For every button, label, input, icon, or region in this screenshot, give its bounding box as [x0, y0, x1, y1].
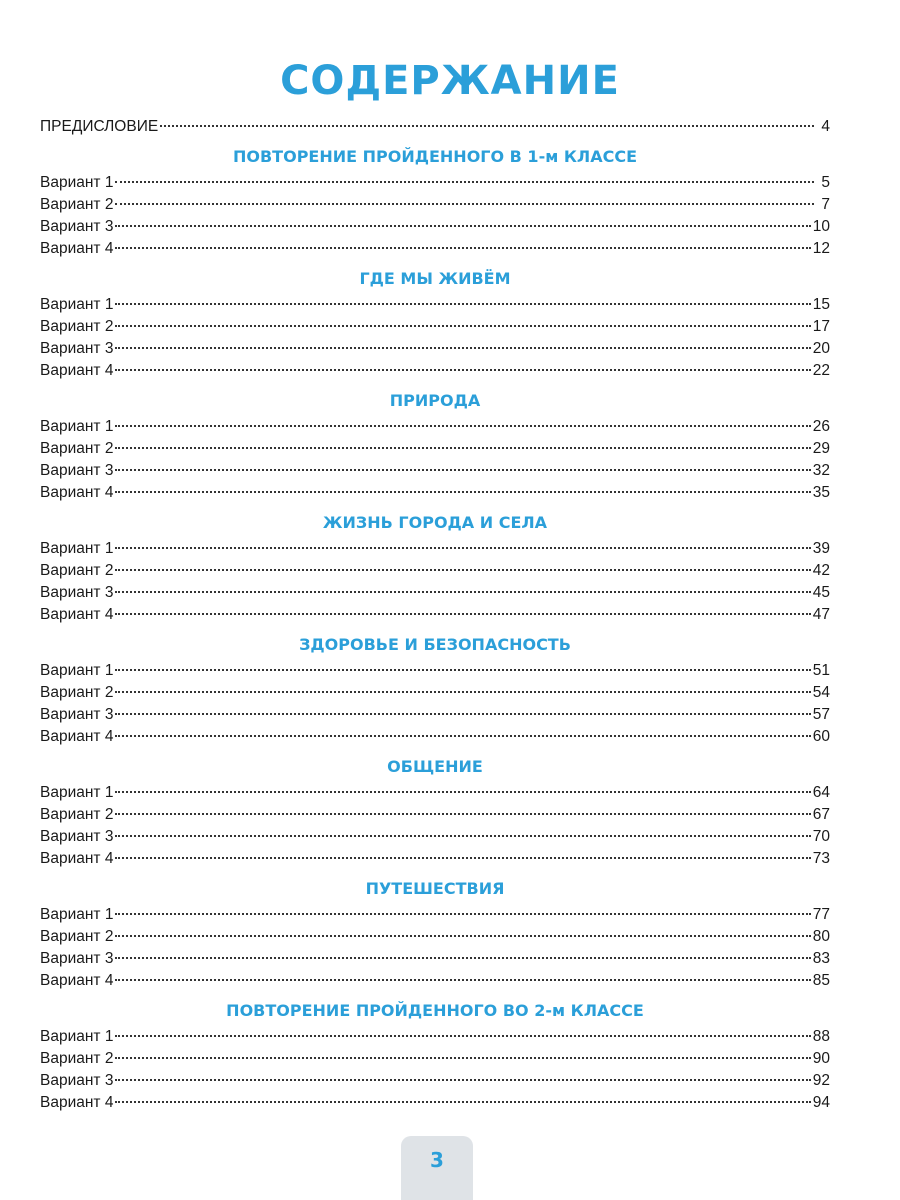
dot-leader: [115, 469, 810, 471]
toc-entry[interactable]: [40, 460, 830, 482]
toc-entry-page: 45: [812, 584, 830, 601]
dot-leader: [115, 735, 810, 737]
toc-entry[interactable]: [40, 1048, 830, 1070]
toc-entry[interactable]: [40, 1026, 830, 1048]
toc-entry[interactable]: [40, 582, 830, 604]
toc-entry[interactable]: [40, 682, 830, 704]
dot-leader: [115, 225, 810, 227]
toc-entry-label: Вариант 2: [40, 440, 114, 457]
toc-entry[interactable]: [40, 904, 830, 926]
toc-entry-page: 39: [812, 540, 830, 557]
toc-entry-label: Вариант 4: [40, 850, 114, 867]
toc-entry-label: Вариант 4: [40, 240, 114, 257]
toc-entry-label: Вариант 3: [40, 828, 114, 845]
toc-entry-page: 12: [812, 240, 830, 257]
toc-entry-page: 5: [821, 174, 830, 191]
toc-entry-page: 35: [812, 484, 830, 501]
dot-leader: [115, 1057, 810, 1059]
toc-entry-label: Вариант 1: [40, 418, 114, 435]
dot-leader: [115, 613, 810, 615]
toc-entry-label: Вариант 2: [40, 318, 114, 335]
toc-entry[interactable]: [40, 238, 830, 260]
toc-entry[interactable]: [40, 338, 830, 360]
toc-entry-label: Вариант 2: [40, 928, 114, 945]
toc-entry-label: Вариант 1: [40, 174, 114, 191]
dot-leader: [115, 979, 810, 981]
toc-entry[interactable]: [40, 782, 830, 804]
toc-entry[interactable]: [40, 1092, 830, 1114]
dot-leader: [115, 791, 810, 793]
toc-entry-page: 67: [812, 806, 830, 823]
toc-entry-page: 42: [812, 562, 830, 579]
toc-entry-page: 94: [812, 1094, 830, 1111]
toc-entry-page: 22: [812, 362, 830, 379]
toc-entry[interactable]: [40, 826, 830, 848]
section-heading: ЗДОРОВЬЕ И БЕЗОПАСНОСТЬ: [299, 635, 571, 654]
toc-entry[interactable]: [40, 1070, 830, 1092]
toc-entry[interactable]: [40, 172, 830, 194]
page-number-tab: [401, 1136, 473, 1200]
toc-entry-page: 32: [812, 462, 830, 479]
toc-entry-label: Вариант 3: [40, 584, 114, 601]
dot-leader: [115, 1035, 810, 1037]
dot-leader: [115, 347, 810, 349]
toc-entry[interactable]: [40, 660, 830, 682]
dot-leader: [115, 691, 810, 693]
toc-entry[interactable]: [40, 604, 830, 626]
toc-entry-label: Вариант 1: [40, 1028, 114, 1045]
toc-entry[interactable]: [40, 482, 830, 504]
toc-section: [40, 508, 830, 626]
toc-entry-page: 7: [821, 196, 830, 213]
section-heading: ПРИРОДА: [389, 391, 481, 410]
toc-entry[interactable]: [40, 926, 830, 948]
toc-entry-page: 26: [812, 418, 830, 435]
toc-entry[interactable]: [40, 538, 830, 560]
toc-entry[interactable]: [40, 360, 830, 382]
toc-entry-page: 64: [812, 784, 830, 801]
dot-leader: [115, 935, 810, 937]
toc-entry[interactable]: [40, 970, 830, 992]
dot-leader: [115, 857, 810, 859]
page-title: СОДЕРЖАНИЕ: [280, 58, 620, 104]
toc-entry[interactable]: [40, 704, 830, 726]
toc-entry-page: 92: [812, 1072, 830, 1089]
toc-entry[interactable]: [40, 294, 830, 316]
dot-leader: [115, 447, 810, 449]
dot-leader: [115, 669, 810, 671]
toc-entry[interactable]: [40, 560, 830, 582]
toc-entry-label: Вариант 2: [40, 806, 114, 823]
toc-section: [40, 996, 830, 1114]
toc-entry-page: 54: [812, 684, 830, 701]
toc-entry-label: Вариант 4: [40, 728, 114, 745]
toc-entry-page: 15: [812, 296, 830, 313]
dot-leader: [115, 181, 814, 183]
dot-leader: [115, 325, 810, 327]
dot-leader: [115, 1079, 810, 1081]
toc-entry-label: Вариант 2: [40, 196, 114, 213]
toc-entry[interactable]: [40, 848, 830, 870]
toc-section: [40, 142, 830, 260]
toc-entry-label: Вариант 3: [40, 706, 114, 723]
toc-entry-label: Вариант 1: [40, 540, 114, 557]
dot-leader: [115, 835, 810, 837]
toc-entry-page: 57: [812, 706, 830, 723]
toc-entry-page: 47: [812, 606, 830, 623]
toc-entry-label: Вариант 4: [40, 1094, 114, 1111]
toc-entry-page: 88: [812, 1028, 830, 1045]
dot-leader: [115, 713, 810, 715]
dot-leader: [115, 547, 810, 549]
toc-entry-label: Вариант 3: [40, 1072, 114, 1089]
page-number: 3: [430, 1148, 444, 1172]
toc-entry-page: 90: [812, 1050, 830, 1067]
dot-leader: [115, 813, 810, 815]
dot-leader: [115, 569, 810, 571]
dot-leader: [115, 425, 810, 427]
dot-leader: [115, 491, 810, 493]
section-heading: ПОВТОРЕНИЕ ПРОЙДЕННОГО В 1-м КЛАССЕ: [232, 147, 638, 166]
toc-entry-label: Вариант 3: [40, 950, 114, 967]
section-heading: ПУТЕШЕСТВИЯ: [365, 879, 505, 898]
toc-entry[interactable]: [40, 804, 830, 826]
section-heading: ПОВТОРЕНИЕ ПРОЙДЕННОГО ВО 2-м КЛАССЕ: [226, 1001, 644, 1020]
toc-entry[interactable]: [40, 216, 830, 238]
dot-leader: [115, 1101, 810, 1103]
toc-entry-label: Вариант 3: [40, 462, 114, 479]
dot-leader: [115, 369, 810, 371]
toc-entry-label: Вариант 3: [40, 340, 114, 357]
toc-section: [40, 630, 830, 748]
toc-sections: [40, 142, 830, 1114]
toc-entry-label: Вариант 1: [40, 662, 114, 679]
toc-entry-page: 4: [821, 118, 830, 135]
toc-entry-page: 29: [812, 440, 830, 457]
toc-entry[interactable]: [40, 948, 830, 970]
toc-entry-page: 51: [812, 662, 830, 679]
toc-entry-page: 60: [812, 728, 830, 745]
toc-entry[interactable]: [40, 438, 830, 460]
dot-leader: [115, 247, 810, 249]
toc-entry[interactable]: [40, 726, 830, 748]
toc-entry-label: Вариант 2: [40, 562, 114, 579]
dot-leader: [115, 591, 810, 593]
dot-leader: [115, 303, 810, 305]
toc-section: [40, 752, 830, 870]
toc-entry-page: 20: [812, 340, 830, 357]
section-heading: ОБЩЕНИЕ: [387, 757, 483, 776]
toc-entry-label: Вариант 1: [40, 906, 114, 923]
toc-entry-page: 10: [812, 218, 830, 235]
toc-entry-label: Вариант 4: [40, 606, 114, 623]
toc-entry-label: Вариант 4: [40, 484, 114, 501]
toc-entry-label: Вариант 2: [40, 1050, 114, 1067]
toc-section: [40, 264, 830, 382]
toc-entry-label: Вариант 1: [40, 296, 114, 313]
toc-entry-label: Вариант 3: [40, 218, 114, 235]
section-heading: ГДЕ МЫ ЖИВЁМ: [359, 269, 511, 288]
toc-entry-label: Вариант 4: [40, 972, 114, 989]
table-of-contents: [40, 116, 830, 1114]
section-heading: ЖИЗНЬ ГОРОДА И СЕЛА: [322, 513, 548, 532]
dot-leader: [115, 913, 810, 915]
toc-entry-page: 83: [812, 950, 830, 967]
toc-entry[interactable]: [40, 316, 830, 338]
dot-leader: [115, 957, 810, 959]
toc-section: [40, 386, 830, 504]
toc-entry-page: 17: [812, 318, 830, 335]
toc-entry-label: Вариант 2: [40, 684, 114, 701]
toc-entry-preface[interactable]: [40, 116, 830, 138]
toc-entry-label: Вариант 4: [40, 362, 114, 379]
toc-entry[interactable]: [40, 416, 830, 438]
toc-entry[interactable]: [40, 194, 830, 216]
toc-entry-page: 80: [812, 928, 830, 945]
toc-entry-page: 77: [812, 906, 830, 923]
toc-entry-page: 73: [812, 850, 830, 867]
toc-section: [40, 874, 830, 992]
dot-leader: [115, 203, 814, 205]
toc-entry-page: 85: [812, 972, 830, 989]
toc-entry-label: ПРЕДИСЛОВИЕ: [40, 118, 159, 135]
toc-entry-page: 70: [812, 828, 830, 845]
dot-leader: [160, 125, 814, 127]
toc-entry-label: Вариант 1: [40, 784, 114, 801]
